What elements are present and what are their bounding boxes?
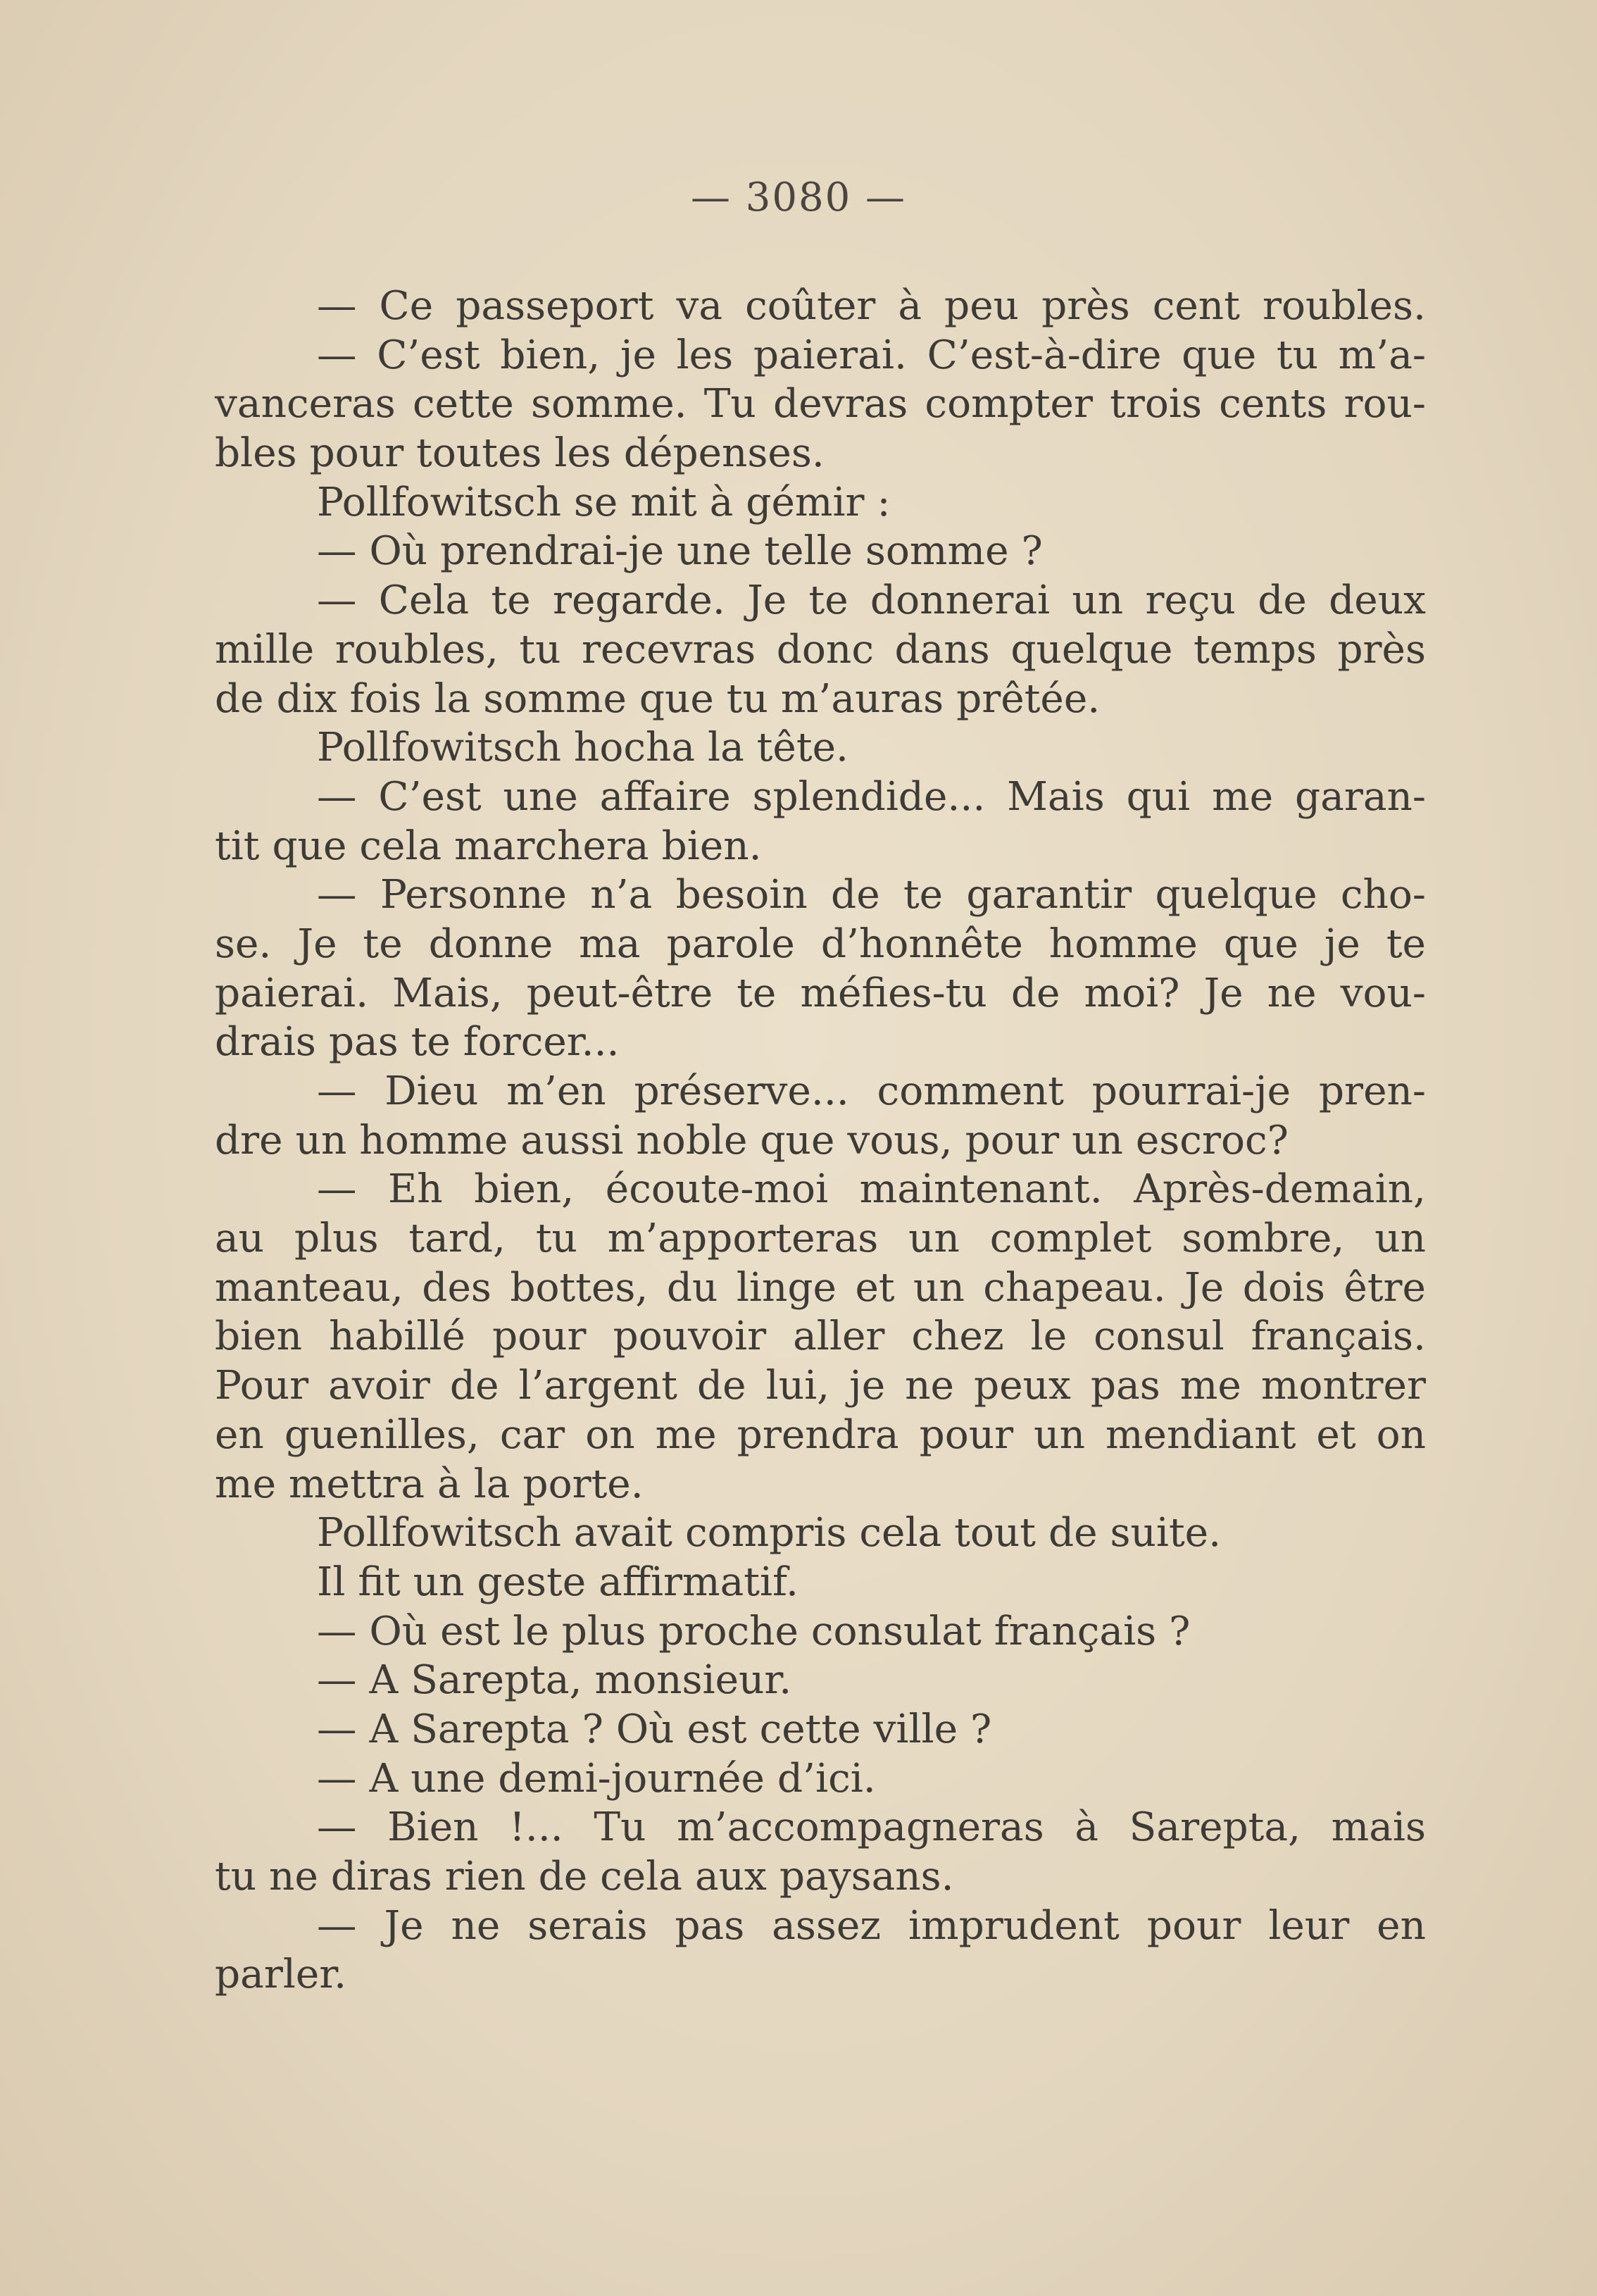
text-line: bles pour toutes les dépenses. (215, 430, 825, 477)
page-number-header: — 3080 — (690, 175, 907, 220)
text-line: — Eh bien, écoute-moi maintenant. Après-demain, (317, 1166, 1426, 1213)
text-line: Il fit un geste affirmatif. (317, 1559, 798, 1605)
text-line: — Dieu m’en préserve... comment pourrai-je pren- (317, 1068, 1426, 1114)
text-line: bien habillé pour pouvoir aller chez le consul français. (215, 1314, 1426, 1360)
text-line: — Bien !... Tu m’accompagneras à Sarepta, mais (317, 1804, 1426, 1851)
text-line: en guenilles, car on me prendra pour un mendiant et on (215, 1411, 1426, 1458)
text-line: — Ce passeport va coûter à peu près cent roubles. (317, 283, 1426, 329)
text-line: manteau, des bottes, du linge et un chapeau. Je dois être (215, 1264, 1426, 1311)
page-body-text (215, 282, 1426, 1999)
text-line: — C’est une affaire splendide... Mais qui me garan- (317, 773, 1426, 820)
text-line: Pollfowitsch avait compris cela tout de suite. (317, 1510, 1222, 1556)
text-line: — A Sarepta ? Où est cette ville ? (317, 1706, 992, 1752)
text-line: mille roubles, tu recevras donc dans quelque temps près (215, 626, 1426, 673)
text-line: parler. (215, 1952, 347, 1998)
text-line: se. Je te donne ma parole d’honnête homme que je te (215, 921, 1426, 967)
text-line: — C’est bien, je les paierai. C’est-à-dire que tu m’a- (317, 332, 1426, 378)
text-line: dre un homme aussi noble que vous, pour un escroc? (215, 1117, 1289, 1163)
text-line: drais pas te forcer... (215, 1019, 620, 1066)
text-line: Pollfowitsch se mit à gémir : (317, 479, 891, 525)
text-line: — A Sarepta, monsieur. (317, 1657, 792, 1704)
text-line: de dix fois la somme que tu m’auras prêtée. (215, 675, 1101, 722)
text-line: — A une demi-journée d’ici. (317, 1755, 876, 1802)
text-line: tu ne diras rien de cela aux paysans. (215, 1854, 954, 1899)
text-line: — Où est le plus proche consulat français ? (317, 1608, 1191, 1654)
text-line: Pollfowitsch hocha la tête. (317, 725, 848, 771)
text-line: — Personne n’a besoin de te garantir quelque cho- (317, 872, 1426, 918)
text-line: au plus tard, tu m’apporteras un complet sombre, un (215, 1216, 1426, 1262)
text-line: — Cela te regarde. Je te donnerai un reçu de deux (317, 578, 1426, 624)
text-line: — Où prendrai-je une telle somme ? (317, 528, 1043, 575)
text-line: me mettra à la porte. (215, 1461, 644, 1507)
text-line: tit que cela marchera bien. (215, 823, 762, 869)
text-line: vanceras cette somme. Tu devras compter trois cents rou- (215, 381, 1426, 428)
text-line: paierai. Mais, peut-être te méfies-tu de moi? Je ne vou- (215, 970, 1426, 1016)
text-line: — Je ne serais pas assez imprudent pour leur en (317, 1902, 1426, 1949)
text-line: Pour avoir de l’argent de lui, je ne peux pas me montrer (215, 1363, 1426, 1409)
